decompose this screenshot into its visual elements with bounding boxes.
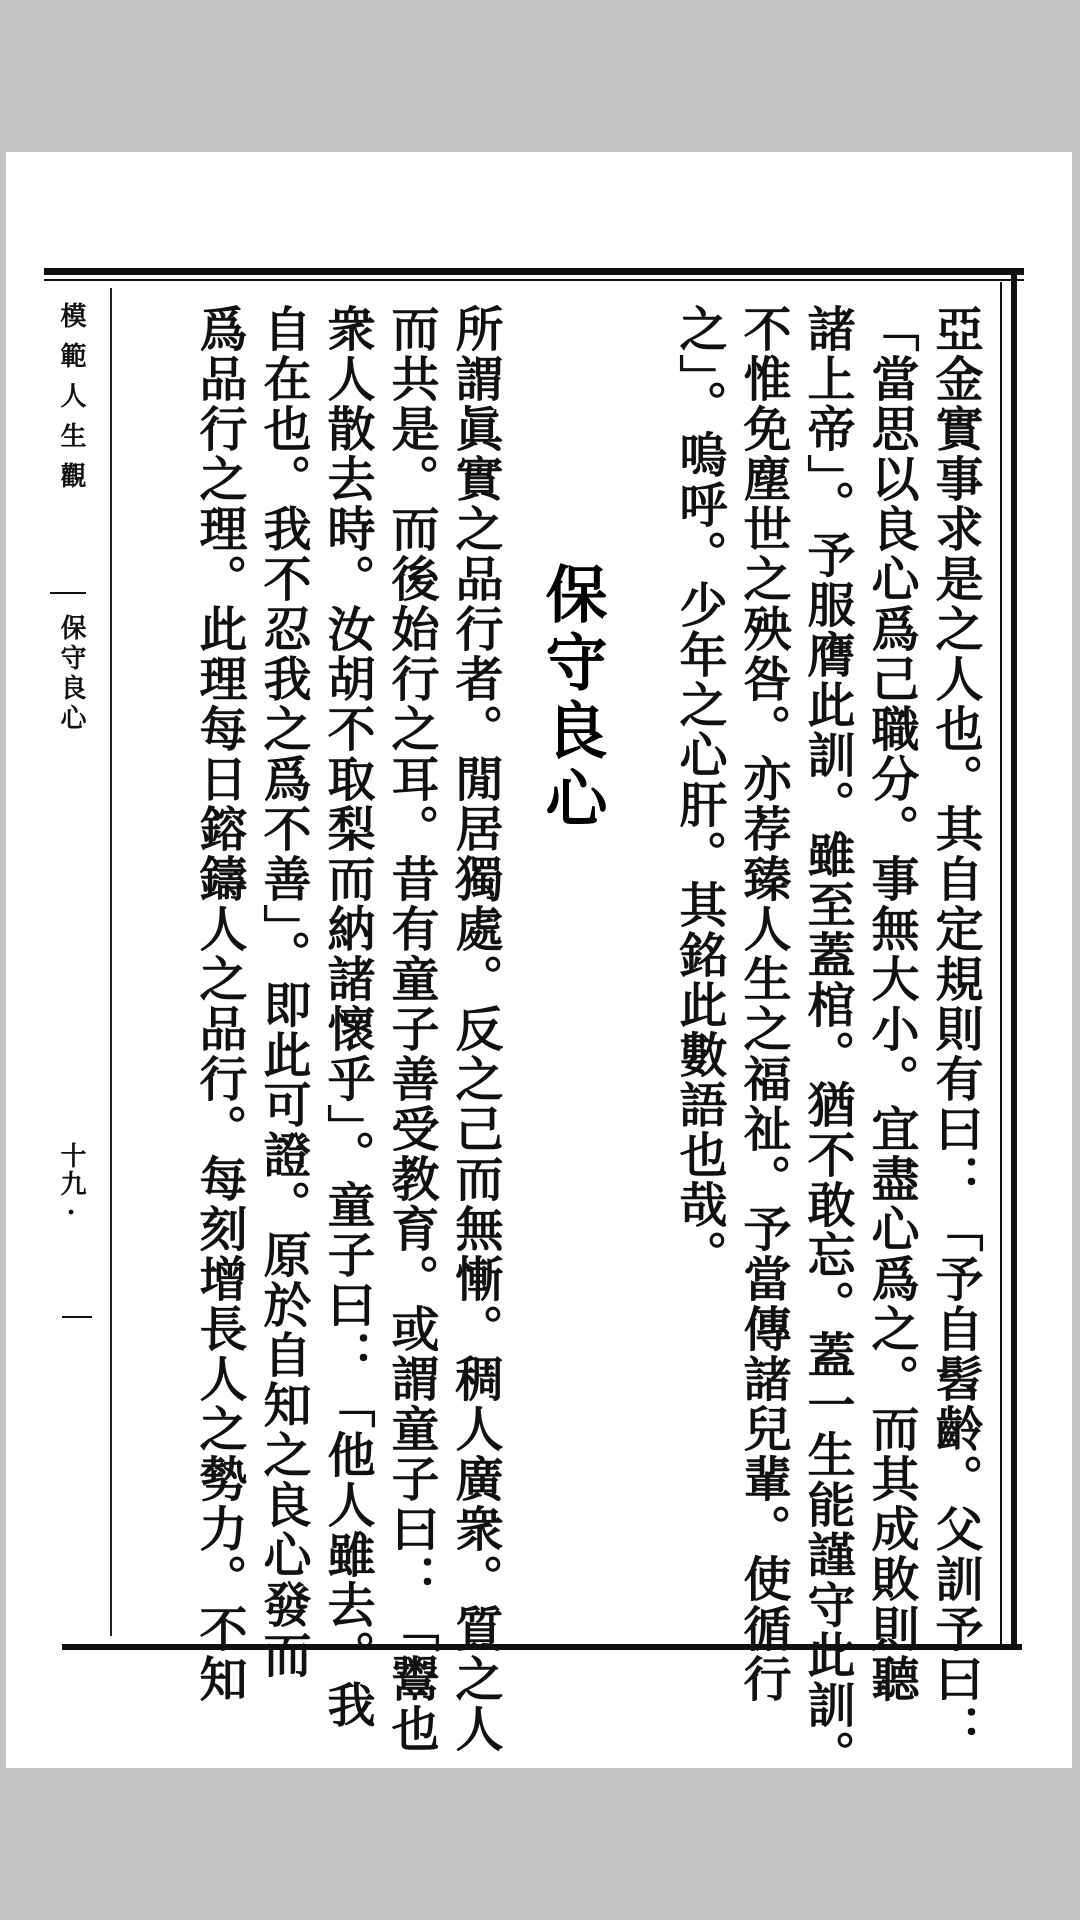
text-column-3: 諸上帝」。予服膺此訓。雖至蓋棺。猶不敢忘。蓋一生能謹守此訓。 xyxy=(799,304,855,1780)
frame-right-inner-border xyxy=(1000,282,1002,1644)
frame-top-border xyxy=(44,268,1024,275)
margin-separator xyxy=(50,592,86,594)
document-page xyxy=(6,152,1072,1780)
margin-separator-bottom xyxy=(62,1316,92,1318)
text-column-10: 爲品行之理。此理每日鎔鑄人之品行。每刻增長人之勢力。不知 xyxy=(191,304,247,1704)
margin-book-title: 模範人生觀 xyxy=(56,302,86,502)
frame-top-inner-border xyxy=(44,279,1024,281)
text-column-5: 之」。嗚呼。少年之心肝。其銘此數語也哉。 xyxy=(671,304,727,1280)
text-column-2: 「當思以良心爲己職分。事無大小。宜盡心爲之。而其成敗則聽 xyxy=(863,304,919,1704)
page-number: 十九· xyxy=(56,1142,86,1230)
margin-divider xyxy=(110,288,112,1636)
text-column-6: 所謂眞實之品行者。閒居獨處。反之己而無慚。稠人廣衆。質之人 xyxy=(447,304,503,1754)
text-column-4: 不惟免塵世之殃咎。亦荐臻人生之福祉。予當傳諸兒輩。使循行 xyxy=(735,304,791,1704)
frame-right-border xyxy=(1011,268,1017,1650)
margin-chapter-title: 保守良心 xyxy=(56,614,86,734)
section-title: 保守良心 xyxy=(535,562,608,834)
text-column-8: 衆人散去時。汝胡不取梨而納諸懷乎」。童子曰：「他人雖去。我 xyxy=(319,304,375,1730)
text-column-9: 自在也。我不忍我之爲不善」。即此可證。原於自知之良心發而 xyxy=(255,304,311,1680)
text-column-7: 而共是。而後始行之耳。昔有童子善受教育。或謂童子曰：「鬻也 xyxy=(383,304,439,1754)
text-column-1: 亞金實事求是之人也。其自定規則有曰：「予自髫齡。父訓予曰： xyxy=(927,304,983,1754)
